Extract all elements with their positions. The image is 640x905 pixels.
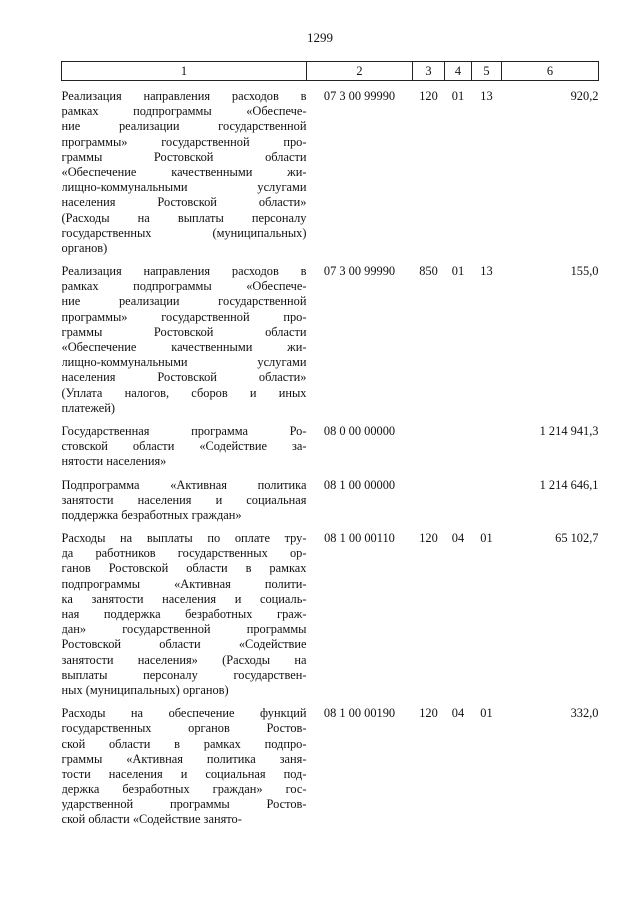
budget-code-cell: 08 0 00 00000 bbox=[323, 423, 396, 438]
expense-type-cell bbox=[413, 478, 445, 524]
expense-name-line: ганов Ростовской области в рамках bbox=[61, 561, 307, 576]
expense-type-cell: 120 bbox=[419, 531, 438, 546]
subsection-cell: 13 bbox=[480, 89, 493, 103]
row-spacer bbox=[62, 81, 599, 90]
subsection-cell: 01 bbox=[480, 706, 493, 721]
expense-type-cell bbox=[413, 424, 445, 470]
section-cell: 04 bbox=[451, 706, 465, 721]
expense-name-line: тости населения и социальная под- bbox=[61, 766, 307, 781]
budget-code-cell: 07 3 00 99990 bbox=[323, 264, 396, 279]
expense-name-cell bbox=[62, 264, 307, 416]
column-header-1: 1 bbox=[62, 62, 307, 81]
expense-name-line: населения Ростовской области» bbox=[61, 370, 307, 385]
amount-cell: 920,2 bbox=[570, 89, 599, 103]
expense-name-cell bbox=[62, 424, 307, 470]
expense-name-line: Ростовской области «Содействие bbox=[61, 637, 307, 652]
table-row bbox=[62, 706, 599, 828]
expense-name-line: занятости населения» (Расходы на bbox=[61, 652, 307, 667]
expense-name-line: программы» государственной про- bbox=[61, 134, 307, 149]
table-row bbox=[62, 264, 599, 416]
budget-code-cell: 08 1 00 00110 bbox=[324, 531, 395, 546]
expense-type-cell: 120 bbox=[419, 706, 438, 721]
table-body bbox=[62, 81, 599, 828]
row-spacer bbox=[62, 416, 599, 424]
expense-name-line: держка безработных граждан» гос- bbox=[61, 782, 307, 797]
header-row bbox=[62, 62, 599, 81]
section-cell: 04 bbox=[451, 531, 465, 546]
expense-name-cell bbox=[62, 89, 307, 256]
expense-type-cell: 850 bbox=[419, 264, 438, 279]
expense-name-line: ных (муниципальных) органов) bbox=[61, 682, 229, 697]
expense-name-line: граммы Ростовской области bbox=[61, 324, 307, 339]
expense-name-line: занятости населения и социальная bbox=[61, 492, 307, 507]
expense-name-line: поддержка безработных граждан» bbox=[61, 507, 242, 522]
expense-name-line: ка занятости населения и социаль- bbox=[61, 591, 307, 606]
budget-code-cell: 08 1 00 00000 bbox=[323, 477, 396, 492]
table-row bbox=[62, 478, 599, 524]
subsection-cell: 01 bbox=[480, 531, 493, 546]
column-header-5: 5 bbox=[472, 62, 502, 81]
expense-name-line: Государственная программа Ро- bbox=[61, 423, 307, 438]
expense-name-line: граммы «Активная политика заня- bbox=[61, 751, 307, 766]
subsection-cell bbox=[472, 478, 502, 524]
expense-name-cell bbox=[62, 478, 307, 524]
expense-name-line: ской области в рамках подпро- bbox=[61, 736, 307, 751]
expense-type-cell: 120 bbox=[419, 89, 438, 103]
expense-name-line: органов) bbox=[61, 240, 108, 255]
expense-name-line: ской области «Содействие занято- bbox=[61, 812, 242, 827]
expense-name-line: ударственной программы Ростов- bbox=[61, 797, 307, 812]
expense-name-line: «Обеспечение качественными жи- bbox=[61, 164, 307, 179]
expense-name-line: платежей) bbox=[61, 400, 116, 415]
expense-name-line: (Уплата налогов, сборов и иных bbox=[61, 385, 307, 400]
expense-name-line: да работников государственных ор- bbox=[61, 546, 307, 561]
amount-cell: 1 214 941,3 bbox=[539, 423, 599, 438]
row-spacer bbox=[62, 523, 599, 531]
row-spacer bbox=[62, 256, 599, 264]
expense-name-line: лищно-коммунальными услугами bbox=[61, 180, 307, 195]
expense-name-line: Расходы на обеспечение функций bbox=[61, 706, 307, 721]
expense-name-line: ние реализации государственной bbox=[61, 294, 307, 309]
expense-name-line: государственных (муниципальных) bbox=[61, 225, 307, 240]
expense-name-line: граммы Ростовской области bbox=[61, 149, 307, 164]
expense-name-line: программы» государственной про- bbox=[61, 309, 307, 324]
expense-name-line: дан» государственной программы bbox=[61, 622, 307, 637]
column-header-2: 2 bbox=[307, 62, 413, 81]
expense-name-line: «Обеспечение качественными жи- bbox=[61, 340, 307, 354]
expense-name-line: ние реализации государственной bbox=[61, 119, 307, 134]
table-row bbox=[62, 531, 599, 698]
table-row bbox=[62, 424, 599, 470]
column-header-4: 4 bbox=[445, 62, 472, 81]
column-header-6: 6 bbox=[502, 62, 599, 81]
expense-name-line: нятости населения» bbox=[61, 454, 167, 469]
expense-name-line: (Расходы на выплаты персоналу bbox=[61, 210, 307, 225]
budget-code-cell: 07 3 00 99990 bbox=[323, 89, 396, 103]
expense-name-line: ная поддержка безработных граж- bbox=[61, 607, 307, 621]
amount-cell: 332,0 bbox=[570, 706, 599, 721]
expense-name-line: государственных органов Ростов- bbox=[61, 721, 307, 736]
column-header-3: 3 bbox=[413, 62, 445, 81]
amount-cell: 65 102,7 bbox=[555, 531, 599, 546]
expense-name-line: подпрограммы «Активная полити- bbox=[61, 576, 307, 591]
amount-cell: 1 214 646,1 bbox=[539, 477, 599, 492]
section-cell: 01 bbox=[451, 89, 465, 103]
expense-name-line: Реализация направления расходов в bbox=[61, 89, 307, 103]
expense-name-line: стовской области «Содействие за- bbox=[61, 439, 307, 454]
expense-name-line: рамках подпрограммы «Обеспече- bbox=[61, 279, 307, 294]
table-row bbox=[62, 89, 599, 256]
row-spacer bbox=[62, 470, 599, 478]
expense-name-line: населения Ростовской области» bbox=[61, 195, 307, 210]
expense-name-line: Расходы на выплаты по оплате тру- bbox=[61, 531, 307, 546]
expense-name-line: лищно-коммунальными услугами bbox=[61, 355, 307, 370]
section-cell bbox=[445, 424, 472, 470]
budget-code-cell: 08 1 00 00190 bbox=[323, 706, 396, 721]
row-spacer bbox=[62, 698, 599, 706]
budget-table bbox=[61, 61, 599, 828]
subsection-cell bbox=[472, 424, 502, 470]
expense-name-line: Подпрограмма «Активная политика bbox=[61, 477, 307, 492]
page-number: 1299 bbox=[307, 30, 333, 45]
expense-name-cell bbox=[62, 706, 307, 828]
expense-name-cell bbox=[62, 531, 307, 698]
expense-name-line: Реализация направления расходов в bbox=[61, 264, 307, 279]
section-cell bbox=[445, 478, 472, 524]
section-cell: 01 bbox=[451, 264, 465, 279]
expense-name-line: рамках подпрограммы «Обеспече- bbox=[61, 104, 307, 119]
subsection-cell: 13 bbox=[480, 264, 493, 279]
expense-name-line: выплаты персоналу государствен- bbox=[61, 667, 307, 682]
amount-cell: 155,0 bbox=[570, 264, 599, 279]
